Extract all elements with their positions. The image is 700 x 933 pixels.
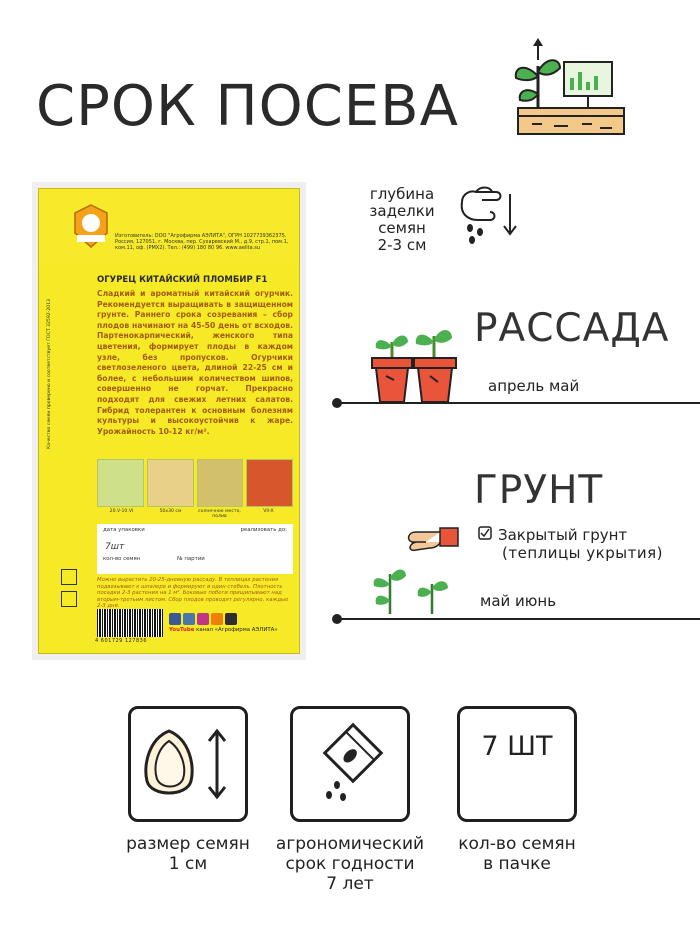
social-icons [169, 613, 237, 625]
picture-label: 20.V-10.VI [109, 509, 134, 514]
seed-size-icon [131, 709, 245, 819]
greenhouse-check [478, 526, 627, 545]
barcode [97, 609, 163, 637]
check-label: Закрытый грунт [498, 526, 628, 544]
seed-count-caption [436, 834, 598, 874]
youtube-label: YouTube [169, 627, 195, 633]
ground-title: ГРУНТ [474, 468, 604, 513]
seed-packet-icon [293, 709, 407, 819]
harvest-picture [246, 459, 293, 507]
packet-maker-text: Изготовитель: ООО "Агрофирма АЭЛИТА", ОГРН 1027739362375. Россия, 127051, г. Москва, пер. Сухаревский М., д.9, стр.1, пом.1, ком.11, оф. (РМХ2). Тел.: (499) 180 80 96. www.aelita.su [115, 233, 289, 252]
sell-by-label: реализовать до: [240, 527, 287, 533]
seedling-chart-icon [510, 32, 630, 146]
depth-line: заделки [369, 202, 435, 220]
caption-line: размер семян [126, 834, 250, 854]
shelf-life-box [290, 706, 410, 822]
seedling-months: апрель май [488, 377, 580, 395]
vk-icon [183, 613, 195, 625]
caption-line: в пачке [483, 854, 551, 874]
packet-product-name: ОГУРЕЦ КИТАЙСКИЙ ПЛОМБИР F1 [97, 275, 268, 285]
barcode-number: 4 601729 127836 [95, 638, 148, 644]
depth-line: глубина [369, 185, 435, 203]
seed-count-value: 7 ШТ [481, 731, 553, 762]
caption-line: 1 см [168, 854, 208, 874]
packet-badges [61, 569, 81, 613]
packet-instruction-pictures [97, 459, 293, 507]
sun-watering-picture [197, 459, 244, 507]
seed-size-caption [112, 834, 264, 874]
seed-size-box [128, 706, 248, 822]
packet-picture-labels [97, 509, 293, 519]
caption-line: агрономический [275, 834, 425, 854]
depth-line: семян [378, 219, 426, 237]
timeline-line [338, 618, 700, 620]
planting-hand-icon [370, 526, 466, 620]
check-sub-label: (теплицы укрытия) [502, 544, 663, 562]
caption-line: 7 лет [326, 874, 374, 894]
timeline-line [338, 402, 700, 404]
quantity-label: кол-во семян [103, 556, 141, 562]
facebook-icon [169, 613, 181, 625]
caption-line: срок годности [285, 854, 415, 874]
seed-count-box [457, 706, 577, 822]
ok-icon [211, 613, 223, 625]
depth-line: 2-3 см [377, 236, 427, 254]
picture-label: солнечное место, полив [198, 509, 241, 519]
pack-date-label: дата упаковки [103, 527, 145, 533]
packet-description: Сладкий и ароматный китайский огурчик. Рекомендуется выращивать в защищенном грунте. Раннего срока созревания – сбор плодов начинают на 45-50 день от всходов. Партенокарпический, женского типа цветения, формирует плоды в каждом узле, без пропусков. Огурчики светлозеленого цвета, длиной 22-25 см и более, с небольшим количеством шипов, совершенно не горчат. Прекрасно подходят для свежих летних салатов. Гибрид толерантен к основным болезням культуры и высокоустойчив к жаре. Урожайность 10-12 кг/м². [97, 289, 293, 436]
picture-label: VII-X [263, 509, 274, 514]
check-icon [478, 526, 492, 545]
packet-form [97, 524, 293, 574]
seedling-pots-icon [368, 322, 464, 410]
seed-packet-image [38, 188, 300, 654]
shelf-life-caption [262, 834, 438, 894]
batch-label: № партии [177, 556, 205, 562]
spacing-picture [147, 459, 194, 507]
page-title: СРОК ПОСЕВА [36, 74, 459, 139]
recycle-icon [61, 591, 77, 607]
packet-note: Можно вырастить 20-25-дневную рассаду. В теплицах растения подвязывают к шпалере и формируют в один стебель. Плотность посадки 2-3 растения на 1 м². Боковые побеги прищипывают над вторым-третьим листом. Сбор плодов проводят регулярно, каждые 2-3 дня. [97, 577, 289, 610]
channel-name: канал «Агрофирма АЭЛИТА» [196, 627, 278, 633]
youtube-channel [169, 627, 278, 633]
certification-icon [61, 569, 77, 585]
seedling-title: РАССАДА [474, 306, 670, 351]
caption-line: кол-во семян [458, 834, 576, 854]
picture-label: 50x30 см [159, 509, 182, 514]
packet-side-text: Качество семян проверено и соответствует ГОСТ 32592-2013 [47, 298, 52, 449]
ground-months: май июнь [480, 592, 557, 610]
sowing-depth-text [360, 186, 444, 254]
brand-logo [73, 203, 109, 249]
instagram-icon [197, 613, 209, 625]
hand-seeds-icon [456, 180, 520, 254]
plus-icon [225, 613, 237, 625]
sowing-picture [97, 459, 144, 507]
seed-quantity: 7шт [105, 542, 125, 552]
